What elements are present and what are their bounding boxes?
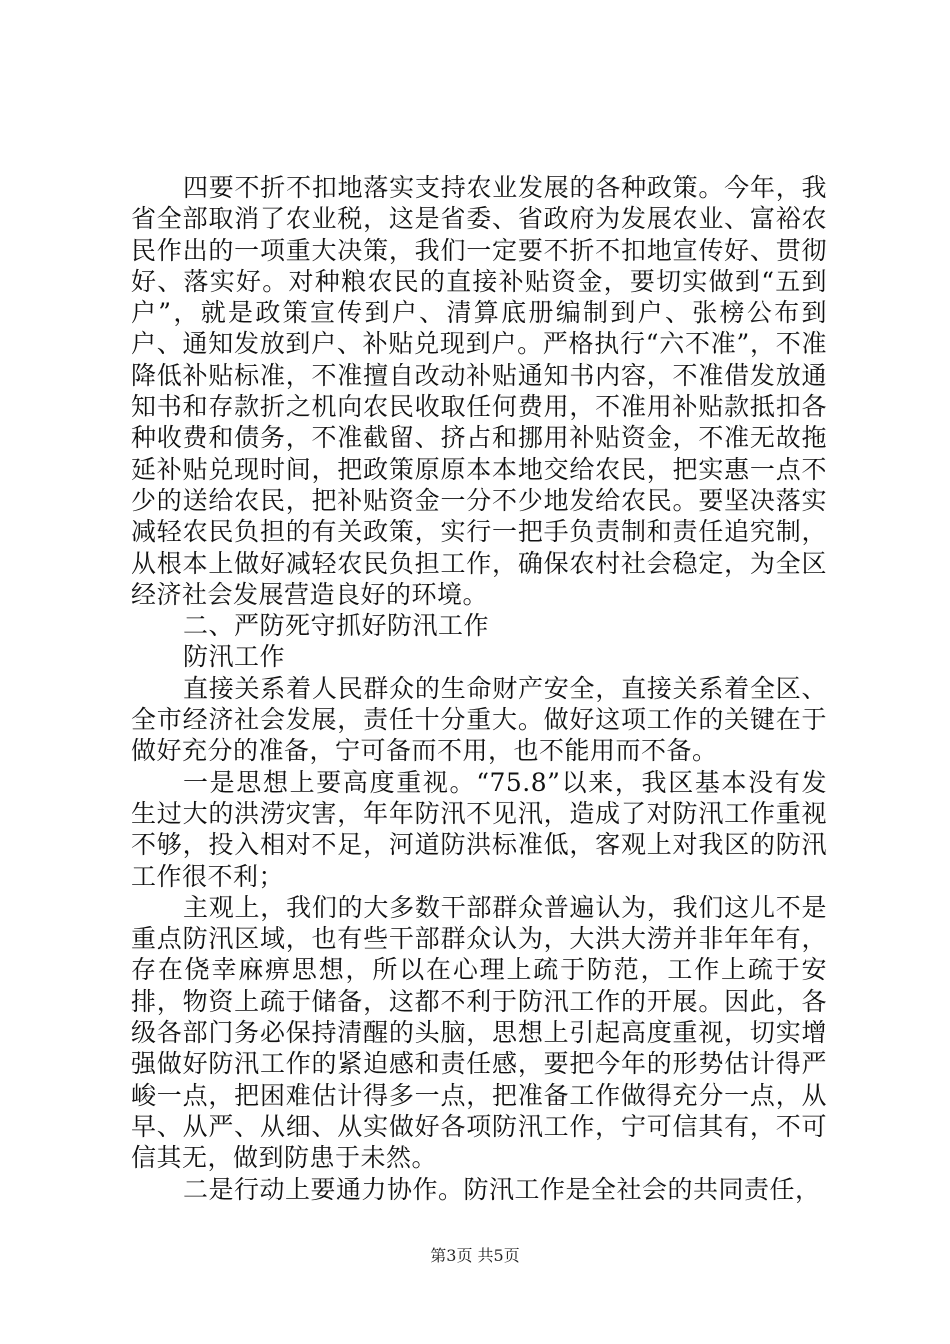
document-body bbox=[131, 172, 827, 1205]
paragraph-point-one-awareness: 一是思想上要高度重视。“75.8”以来，我区基本没有发生过大的洪涝灾害，年年防汛不见汛，造成了对防汛工作重视不够，投入相对不足，河道防洪标准低，客观上对我区的防汛工作很不利； bbox=[131, 767, 827, 891]
section-heading-flood-control: 二、严防死守抓好防汛工作 bbox=[183, 611, 490, 641]
page-footer bbox=[0, 1246, 950, 1266]
page-number-label: 第3页 共5页 bbox=[430, 1246, 520, 1265]
paragraph-flood-importance: 直接关系着人民群众的生命财产安全，直接关系着全区、全市经济社会发展，责任十分重大。做好这项工作的关键在于做好充分的准备，宁可备而不用，也不能用而不备。 bbox=[131, 673, 827, 766]
paragraph-point-two-cooperation: 二是行动上要通力协作。防汛工作是全社会的共同责任， bbox=[183, 1174, 821, 1204]
paragraph-subjective-attitude: 主观上，我们的大多数干部群众普遍认为，我们这儿不是重点防汛区域，也有些干部群众认为，大洪大涝并非年年有，存在侥幸麻痹思想，所以在心理上疏于防范，工作上疏于安排，物资上疏于储备，这都不利于防汛工作的开展。因此，各级各部门务必保持清醒的头脑，思想上引起高度重视，切实增强做好防汛工作的紧迫感和责任感，要把今年的形势估计得严峻一点，把困难估计得多一点，把准备工作做得充分一点，从早、从严、从细、从实做好各项防汛工作，宁可信其有，不可信其无，做到防患于未然。 bbox=[131, 892, 827, 1173]
paragraph-flood-work-label: 防汛工作 bbox=[183, 642, 286, 672]
paragraph-agriculture-policy: 四要不折不扣地落实支持农业发展的各种政策。今年，我省全部取消了农业税，这是省委、省政府为发展农业、富裕农民作出的一项重大决策，我们一定要不折不扣地宣传好、贯彻好、落实好。对种粮农民的直接补贴资金，要切实做到“五到户”，就是政策宣传到户、清算底册编制到户、张榜公布到户、通知发放到户、补贴兑现到户。严格执行“六不准”，不准降低补贴标准，不准擅自改动补贴通知书内容，不准借发放通知书和存款折之机向农民收取任何费用，不准用补贴款抵扣各种收费和债务，不准截留、挤占和挪用补贴资金，不准无故拖延补贴兑现时间，把政策原原本本地交给农民，把实惠一点不少的送给农民，把补贴资金一分不少地发给农民。要坚决落实减轻农民负担的有关政策，实行一把手负责制和责任追究制，从根本上做好减轻农民负担工作，确保农村社会稳定，为全区经济社会发展营造良好的环境。 bbox=[131, 173, 827, 609]
